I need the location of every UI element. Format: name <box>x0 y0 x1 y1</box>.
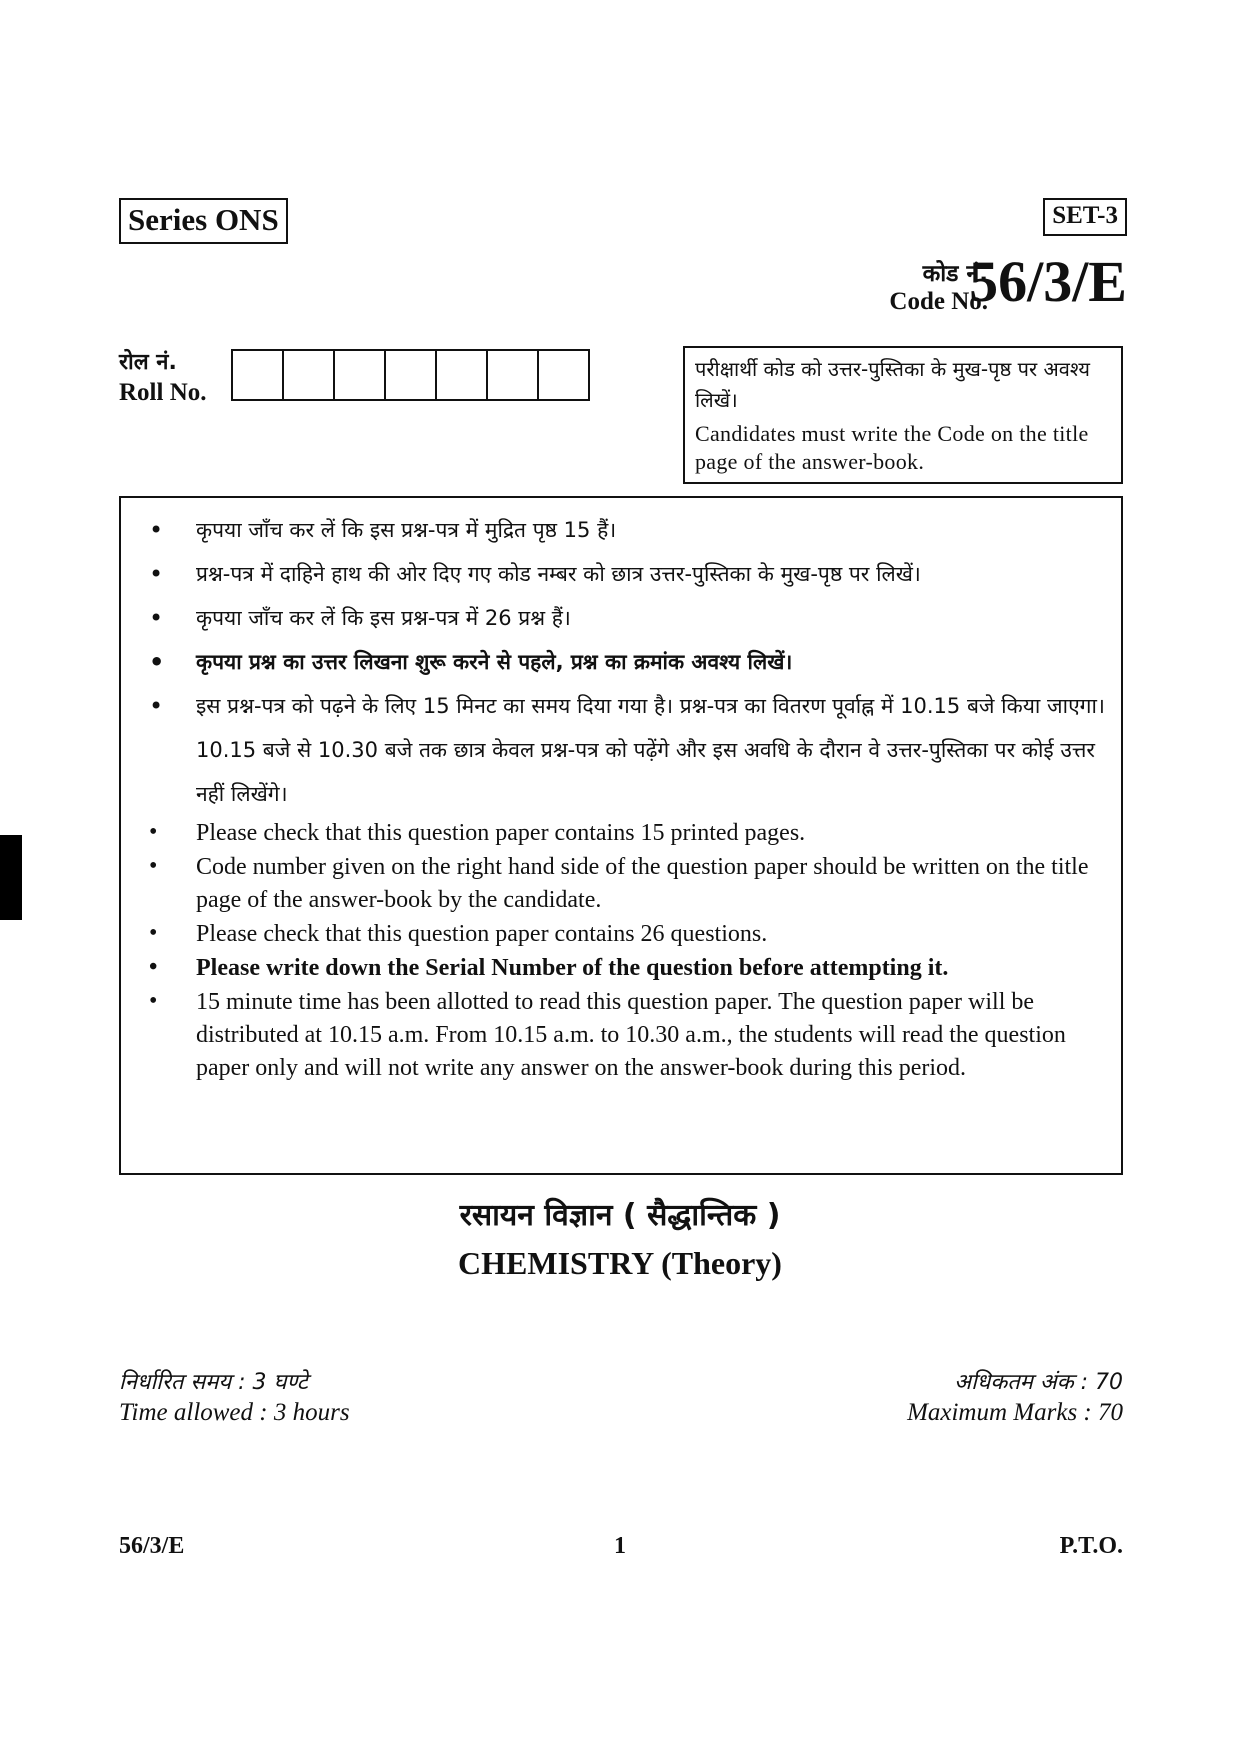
instruction-item: • प्रश्न-पत्र में दाहिने हाथ की ओर दिए गए कोड नम्बर को छात्र उत्तर-पुस्तिका के मुख-पृष्ठ पर लिखें। <box>135 552 1107 596</box>
roll-label-hindi: रोल नं. <box>119 350 177 375</box>
footer-code: 56/3/E <box>119 1533 185 1559</box>
instruction-item: • इस प्रश्न-पत्र को पढ़ने के लिए 15 मिनट का समय दिया गया है। प्रश्न-पत्र का वितरण पूर्वाह्न में 10.15 बजे किया जाएगा। 10.15 बजे से 10.30 बजे तक छात्र केवल प्रश्न-पत्र को पढ़ेंगे और इस अवधि के दौरान वे उत्तर-पुस्तिका पर कोई उत्तर नहीं लिखेंगे। <box>135 684 1107 816</box>
scan-edge-mark <box>0 835 22 920</box>
instructions-list <box>135 508 1107 1085</box>
roll-digit-box[interactable] <box>488 351 539 399</box>
code-label-hindi: कोड नं. <box>922 261 988 287</box>
time-allowed-hindi: निर्धारित समय : 3 घण्टे <box>119 1370 308 1395</box>
code-notice-english: Candidates must write the Code on the title page of the answer-book. <box>695 421 1089 474</box>
subject-title-english: CHEMISTRY (Theory) <box>458 1245 782 1281</box>
footer-pto: P.T.O. <box>1059 1533 1123 1559</box>
instruction-item: • कृपया जाँच कर लें कि इस प्रश्न-पत्र में मुद्रित पृष्ठ 15 हैं। <box>135 508 1107 552</box>
instruction-item: • Please check that this question paper contains 15 printed pages. <box>135 816 1107 850</box>
code-label-english: Code No. <box>889 288 988 315</box>
time-allowed-english: Time allowed : 3 hours <box>119 1399 350 1426</box>
maximum-marks-hindi: अधिकतम अंक : 70 <box>954 1370 1123 1395</box>
instruction-item: • कृपया जाँच कर लें कि इस प्रश्न-पत्र में 26 प्रश्न हैं। <box>135 596 1107 640</box>
instruction-item: • कृपया प्रश्न का उत्तर लिखना शुरू करने से पहले, प्रश्न का क्रमांक अवश्य लिखें। <box>135 640 1107 684</box>
instruction-item: • 15 minute time has been allotted to read this question paper. The question paper will be distributed at 10.15 a.m. From 10.15 a.m. to 10.30 a.m., the students will read the question paper only and will not write any answer on the answer-book during this period. <box>135 985 1107 1085</box>
series-label: Series ONS <box>119 198 288 244</box>
instruction-item: • Please write down the Serial Number of the question before attempting it. <box>135 951 1107 985</box>
instruction-item: • Code number given on the right hand side of the question paper should be written on the title page of the answer-book by the candidate. <box>135 850 1107 917</box>
roll-digit-box[interactable] <box>284 351 335 399</box>
instruction-item: • Please check that this question paper contains 26 questions. <box>135 917 1107 951</box>
roll-digit-box[interactable] <box>437 351 488 399</box>
roll-label-english: Roll No. <box>119 379 207 406</box>
roll-digit-box[interactable] <box>335 351 386 399</box>
code-value: 56/3/E <box>969 249 1127 314</box>
roll-digit-box[interactable] <box>539 351 588 399</box>
code-notice-hindi: परीक्षार्थी कोड को उत्तर-पुस्तिका के मुख-पृष्ठ पर अवश्य लिखें। <box>695 357 1090 412</box>
roll-digit-box[interactable] <box>386 351 437 399</box>
roll-number-boxes <box>231 349 590 401</box>
maximum-marks-english: Maximum Marks : 70 <box>907 1399 1123 1426</box>
code-notice-box <box>683 346 1123 484</box>
page-number: 1 <box>614 1533 626 1559</box>
set-label: SET-3 <box>1043 198 1127 236</box>
subject-title-hindi: रसायन विज्ञान ( सैद्धान्तिक ) <box>459 1198 781 1233</box>
roll-digit-box[interactable] <box>233 351 284 399</box>
instructions-box <box>119 496 1123 1175</box>
